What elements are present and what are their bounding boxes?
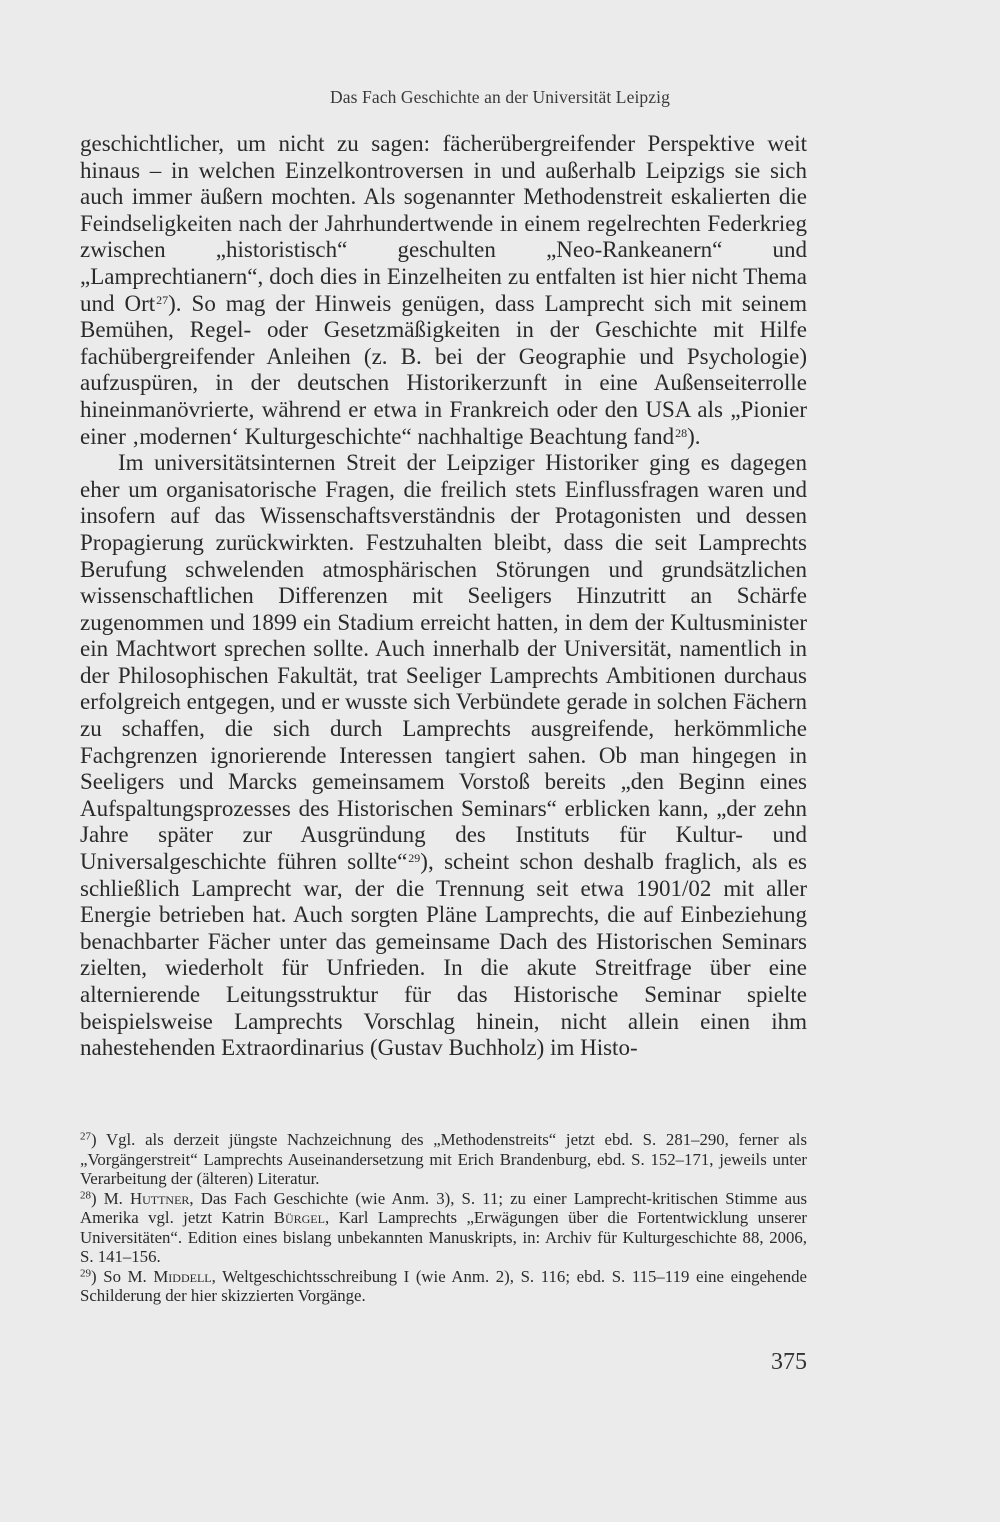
footnote-27 (80, 1130, 807, 1189)
author-name: Bürgel (273, 1208, 325, 1227)
paragraph-text: ). So mag der Hinweis genügen, dass Lamprecht sich mit seinem Bemühen, Regel- oder Gesetzmäßigkeiten in der Geschichte mit Hilfe fachübergreifender Anleihen (z. B. bei der Geographie und Psychologie) aufzuspüren, in der deutschen Historikerzunft in eine Außenseiterrolle hineinmanövrierte, während er etwa in Frankreich oder den USA als „Pionier einer ‚modernen‘ Kulturgeschichte“ nachhaltige Beachtung fand (80, 290, 807, 449)
footnote-text: ) Vgl. als derzeit jüngste Nachzeichnung des „Methodenstreits“ jetzt ebd. S. 281–290, ferner als „Vorgängerstreit“ Lamprechts Auseinandersetzung mit Erich Brandenburg, ebd. S. 152–171, jeweils unter Verarbeitung der (älteren) Literatur. (80, 1130, 807, 1188)
author-name: Huttner (129, 1188, 190, 1208)
footnotes (80, 1130, 807, 1306)
paragraph-text: geschichtlicher, um nicht zu sagen: fächerübergreifender Perspektive weit hinaus – in welchen Einzelkontroversen in und außerhalb Leipzigs sie sich auch immer äußern mochten. Als sogenannter Methodenstreit eskalierten die Feindseligkeiten nach der Jahrhundertwende in einem regelrechten Federkrieg zwischen „historistisch“ geschulten „Neo-Rankeanern“ und „Lamprechtianern“, doch dies in Einzelheiten zu entfalten ist hier nicht Thema und Ort (80, 131, 807, 316)
footnote-text: ) So M. (91, 1266, 154, 1286)
footnote-reference: 27 (156, 292, 169, 307)
footnote-mark: 29 (80, 1267, 91, 1279)
paragraph (80, 450, 807, 1062)
footnote-text: , Das Fach Geschichte (wie Anm. 3), S. 11; zu einer Lamprecht-kritischen Stimme aus Amerika vgl. jetzt Katrin (80, 1188, 807, 1227)
footnote-text: , Weltgeschichtsschreibung I (wie Anm. 2), S. 116; ebd. S. 115–119 eine eingehende Schilderung der hier skizzierten Vorgänge. (80, 1266, 808, 1305)
paragraph-text: Im universitätsinternen Streit der Leipziger Historiker ging es dagegen eher um organisatorische Fragen, die freilich stets Einflussfragen waren und insofern auf das Wissenschaftsverständnis der Protagonisten und dessen Propagierung zurückwirkten. Festzuhalten bleibt, dass die seit Lamprechts Berufung schwelenden atmosphärischen Störungen und grundsätzlichen wissenschaftlichen Differenzen mit Seeligers Hinzutritt an Schärfe zugenommen und 1899 ein Stadium erreicht hatten, in dem der Kultusminister ein Machtwort sprechen sollte. Auch innerhalb der Universität, namentlich in der Philosophischen Fakultät, trat Seeliger Lamprechts Ambitionen durchaus erfolgreich entgegen, und er wusste sich Verbündete gerade in solchen Fächern zu schaffen, die sich durch Lamprechts ausgreifende, herkömmliche Fachgrenzen ignorierende Interessen tangiert sahen. Ob man hingegen in Seeligers und Marcks gemeinsamem Vorstoß bereits „den Beginn eines Aufspaltungsprozesses des Historischen Seminars“ erblicken kann, „der zehn Jahre später zur Ausgründung des Instituts für Kultur- und Universalgeschichte führen sollte“ (80, 450, 808, 875)
page-number: 375 (771, 1349, 807, 1375)
footnote-text: , Karl Lamprechts „Erwägungen über die Fortentwicklung unserer Universitäten“. Edition eines bislang unbekannten Manuskripts, in: Archiv für Kulturgeschichte 88, 2006, S. 141–156. (80, 1208, 807, 1266)
footnote-mark: 27 (80, 1130, 91, 1143)
footnote-reference: 29 (408, 851, 421, 866)
running-title: Das Fach Geschichte an der Universität Leipzig (330, 87, 670, 107)
paragraph-text: ). (687, 423, 701, 449)
main-text (80, 131, 807, 1062)
footnote-mark: 28 (80, 1189, 91, 1201)
footnote-reference: 28 (675, 425, 688, 440)
footnote-28 (80, 1189, 807, 1267)
footnote-29 (80, 1267, 807, 1306)
paragraph-text: ), scheint schon deshalb fraglich, als es schließlich Lamprecht war, der die Trennung seit etwa 1901/02 mit aller Energie betrieben hat. Auch sorgten Pläne Lamprechts, die auf Einbeziehung benachbarter Fächer unter das gemeinsame Dach des Historischen Seminars zielten, wiederholt für Unfrieden. In die akute Streitfrage über eine alternierende Leitungsstruktur für das Historische Seminar spielte beispielsweise Lamprechts Vorschlag hinein, nicht allein einen ihm nahestehenden Extraordinarius (Gustav Buchholz) im Histo- (80, 849, 807, 1061)
author-name: Middell (153, 1266, 212, 1286)
paragraph (80, 131, 807, 450)
footnote-text: ) M. (91, 1188, 130, 1208)
